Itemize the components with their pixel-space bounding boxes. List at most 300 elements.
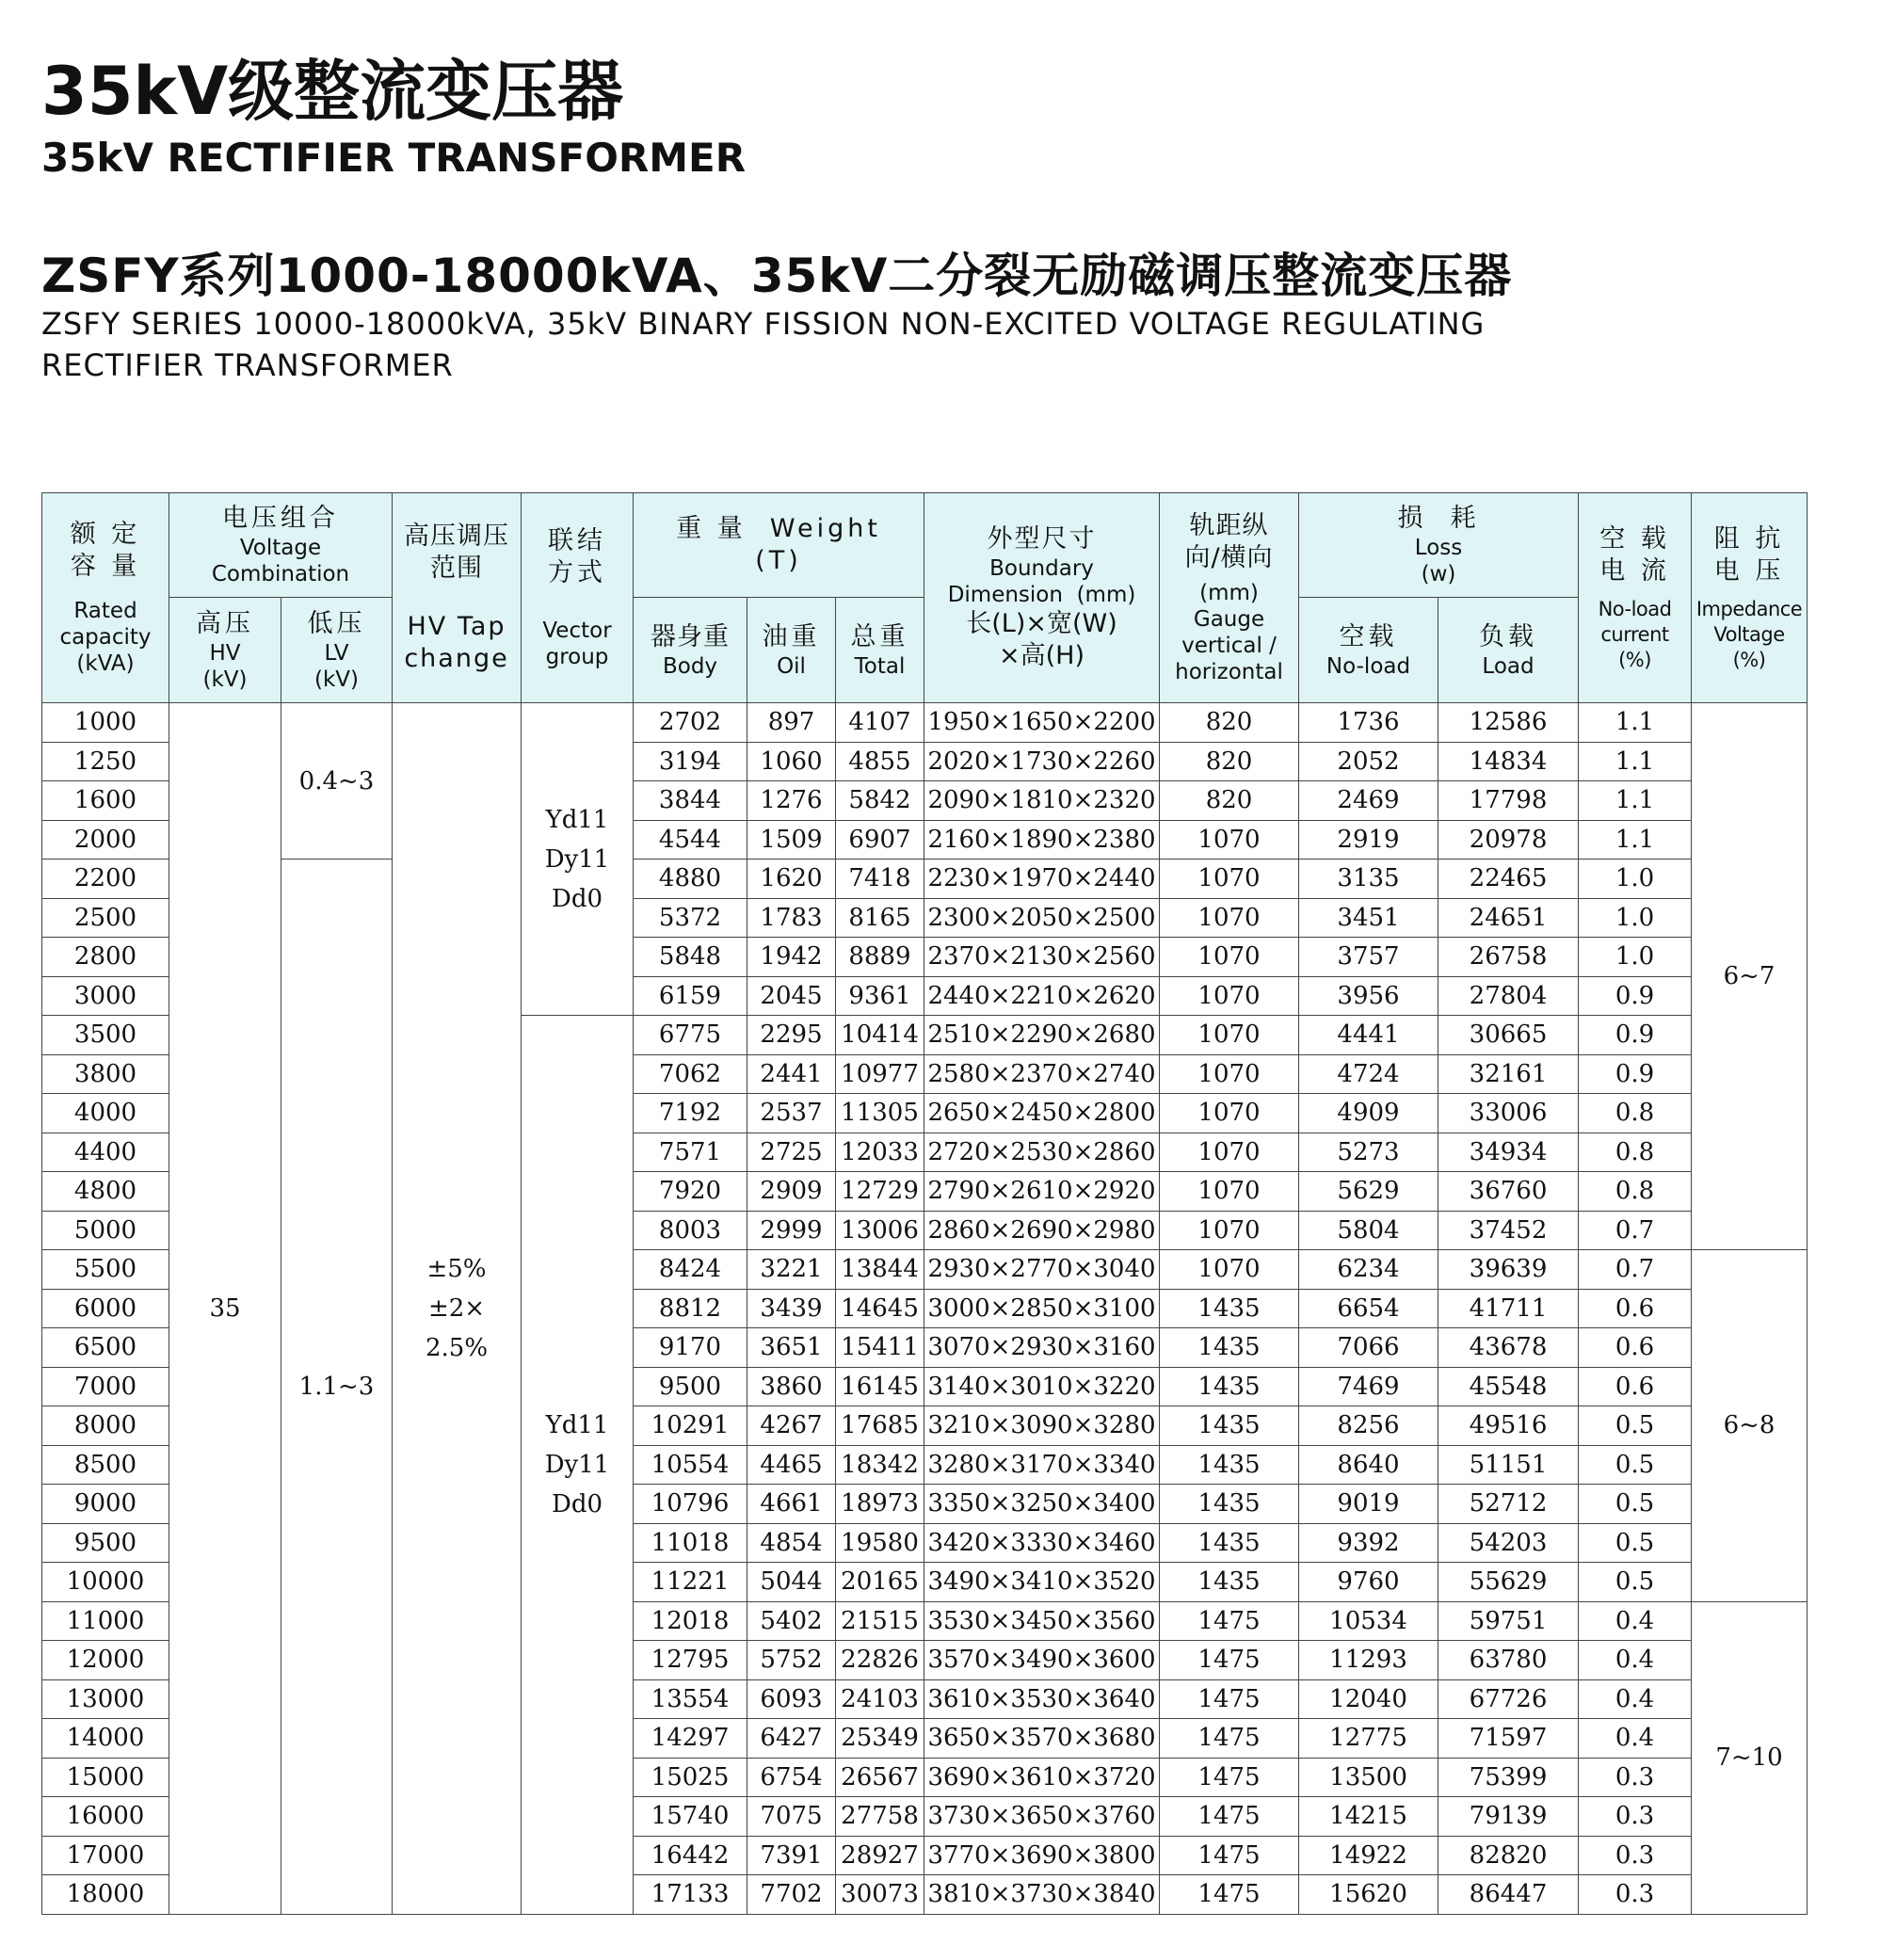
noload-current-cell: 0.9	[1579, 1054, 1692, 1094]
body-weight-cell: 6775	[634, 1016, 747, 1055]
capacity-cell: 2800	[42, 938, 169, 977]
header-current-cn: 空 载 电 流	[1599, 523, 1670, 586]
total-weight-cell: 24103	[836, 1679, 924, 1719]
header-body-cn: 器身重	[651, 621, 731, 651]
header-gauge-cn: 轨距纵 向/横向	[1184, 511, 1274, 572]
body-weight-cell: 9500	[634, 1367, 747, 1406]
dimension-cell: 3070×2930×3160	[924, 1328, 1160, 1368]
capacity-cell: 14000	[42, 1719, 169, 1759]
total-weight-cell: 11305	[836, 1094, 924, 1133]
body-weight-cell: 12018	[634, 1601, 747, 1641]
load-loss-cell: 67726	[1438, 1679, 1579, 1719]
dimension-cell: 3610×3530×3640	[924, 1679, 1160, 1719]
body-weight-cell: 13554	[634, 1679, 747, 1719]
body-weight-cell: 12795	[634, 1641, 747, 1680]
dimension-cell: 3000×2850×3100	[924, 1289, 1160, 1328]
noload-loss-cell: 3135	[1299, 860, 1438, 899]
gauge-cell: 1475	[1160, 1836, 1299, 1875]
page-title-english: 35kV RECTIFIER TRANSFORMER	[41, 135, 747, 181]
oil-weight-cell: 3221	[747, 1250, 836, 1290]
load-loss-cell: 33006	[1438, 1094, 1579, 1133]
noload-loss-cell: 4441	[1299, 1016, 1438, 1055]
load-loss-cell: 37452	[1438, 1211, 1579, 1250]
noload-current-cell: 0.5	[1579, 1563, 1692, 1602]
oil-weight-cell: 1620	[747, 860, 836, 899]
capacity-cell: 18000	[42, 1875, 169, 1915]
gauge-cell: 1070	[1160, 1094, 1299, 1133]
capacity-cell: 13000	[42, 1679, 169, 1719]
header-load-cn: 负载	[1479, 621, 1538, 651]
total-weight-cell: 15411	[836, 1328, 924, 1368]
body-weight-cell: 15025	[634, 1758, 747, 1797]
load-loss-cell: 30665	[1438, 1016, 1579, 1055]
capacity-cell: 8500	[42, 1445, 169, 1485]
capacity-cell: 10000	[42, 1563, 169, 1602]
capacity-cell: 6000	[42, 1289, 169, 1328]
load-loss-cell: 59751	[1438, 1601, 1579, 1641]
table-row	[42, 860, 1808, 899]
body-weight-cell: 3844	[634, 781, 747, 821]
header-noload-cn: 空载	[1339, 621, 1398, 651]
gauge-cell: 1070	[1160, 1054, 1299, 1094]
body-weight-cell: 7571	[634, 1133, 747, 1172]
header-voltage-en: Voltage Combination	[211, 536, 350, 586]
noload-current-cell: 0.5	[1579, 1406, 1692, 1446]
noload-current-cell: 0.5	[1579, 1523, 1692, 1563]
noload-loss-cell: 8640	[1299, 1445, 1438, 1485]
load-loss-cell: 24651	[1438, 898, 1579, 938]
total-weight-cell: 6907	[836, 820, 924, 860]
noload-loss-cell: 1736	[1299, 703, 1438, 743]
noload-loss-cell: 2919	[1299, 820, 1438, 860]
gauge-cell: 1475	[1160, 1758, 1299, 1797]
load-loss-cell: 20978	[1438, 820, 1579, 860]
load-loss-cell: 54203	[1438, 1523, 1579, 1563]
impedance-cell-a: 6~7	[1692, 703, 1808, 1250]
noload-current-cell: 0.6	[1579, 1367, 1692, 1406]
total-weight-cell: 18342	[836, 1445, 924, 1485]
noload-current-cell: 1.0	[1579, 860, 1692, 899]
body-weight-cell: 11221	[634, 1563, 747, 1602]
total-weight-cell: 30073	[836, 1875, 924, 1915]
total-weight-cell: 17685	[836, 1406, 924, 1446]
capacity-cell: 2000	[42, 820, 169, 860]
header-oil	[747, 598, 836, 703]
gauge-cell: 1435	[1160, 1485, 1299, 1524]
body-weight-cell: 16442	[634, 1836, 747, 1875]
capacity-cell: 9000	[42, 1485, 169, 1524]
vector-group-cell-a	[522, 703, 634, 1016]
noload-loss-cell: 4724	[1299, 1054, 1438, 1094]
dimension-cell: 2790×2610×2920	[924, 1172, 1160, 1212]
oil-weight-cell: 1783	[747, 898, 836, 938]
dimension-cell: 2370×2130×2560	[924, 938, 1160, 977]
header-body	[634, 598, 747, 703]
capacity-cell: 1000	[42, 703, 169, 743]
gauge-cell: 1070	[1160, 1016, 1299, 1055]
body-weight-cell: 17133	[634, 1875, 747, 1915]
lv-voltage-cell-b: 1.1~3	[281, 860, 393, 1915]
total-weight-cell: 19580	[836, 1523, 924, 1563]
header-noload	[1299, 598, 1438, 703]
load-loss-cell: 27804	[1438, 976, 1579, 1016]
body-weight-cell: 9170	[634, 1328, 747, 1368]
capacity-cell: 12000	[42, 1641, 169, 1680]
body-weight-cell: 4544	[634, 820, 747, 860]
series-title: ZSFY系列1000-18000kVA、35kV二分裂无励磁调压整流变压器	[41, 249, 1513, 303]
body-weight-cell: 14297	[634, 1719, 747, 1759]
gauge-cell: 1070	[1160, 1250, 1299, 1290]
noload-loss-cell: 14215	[1299, 1797, 1438, 1837]
body-weight-cell: 2702	[634, 703, 747, 743]
gauge-cell: 1435	[1160, 1289, 1299, 1328]
header-vector-cn: 联结 方式	[548, 526, 607, 587]
capacity-cell: 5000	[42, 1211, 169, 1250]
load-loss-cell: 34934	[1438, 1133, 1579, 1172]
oil-weight-cell: 897	[747, 703, 836, 743]
load-loss-cell: 12586	[1438, 703, 1579, 743]
total-weight-cell: 12729	[836, 1172, 924, 1212]
header-tap-cn: 高压调压 范围	[404, 522, 510, 583]
gauge-cell: 1070	[1160, 1172, 1299, 1212]
oil-weight-cell: 1276	[747, 781, 836, 821]
noload-loss-cell: 9760	[1299, 1563, 1438, 1602]
oil-weight-cell: 7702	[747, 1875, 836, 1915]
capacity-cell: 4400	[42, 1133, 169, 1172]
body-weight-cell: 10554	[634, 1445, 747, 1485]
load-loss-cell: 86447	[1438, 1875, 1579, 1915]
dimension-cell: 2300×2050×2500	[924, 898, 1160, 938]
capacity-cell: 4800	[42, 1172, 169, 1212]
total-weight-cell: 7418	[836, 860, 924, 899]
oil-weight-cell: 1942	[747, 938, 836, 977]
load-loss-cell: 41711	[1438, 1289, 1579, 1328]
load-loss-cell: 49516	[1438, 1406, 1579, 1446]
noload-current-cell: 0.8	[1579, 1094, 1692, 1133]
dimension-cell: 3810×3730×3840	[924, 1875, 1160, 1915]
total-weight-cell: 5842	[836, 781, 924, 821]
header-hv-en: HV (kV)	[202, 640, 248, 692]
capacity-cell: 6500	[42, 1328, 169, 1368]
noload-loss-cell: 7066	[1299, 1328, 1438, 1368]
capacity-cell: 2500	[42, 898, 169, 938]
oil-weight-cell: 5044	[747, 1563, 836, 1602]
body-weight-cell: 4880	[634, 860, 747, 899]
capacity-cell: 8000	[42, 1406, 169, 1446]
noload-current-cell: 0.4	[1579, 1601, 1692, 1641]
series-title-english	[41, 303, 1485, 386]
noload-loss-cell: 10534	[1299, 1601, 1438, 1641]
total-weight-cell: 28927	[836, 1836, 924, 1875]
noload-current-cell: 0.4	[1579, 1719, 1692, 1759]
header-tap-en: HV Tap change	[404, 612, 509, 673]
header-lv	[281, 598, 393, 703]
tap-range-cell	[393, 703, 522, 1915]
body-weight-cell: 6159	[634, 976, 747, 1016]
noload-current-cell: 0.7	[1579, 1211, 1692, 1250]
oil-weight-cell: 6754	[747, 1758, 836, 1797]
header-oil-en: Oil	[777, 653, 806, 679]
body-weight-cell: 3194	[634, 742, 747, 781]
load-loss-cell: 32161	[1438, 1054, 1579, 1094]
gauge-cell: 1070	[1160, 1133, 1299, 1172]
gauge-cell: 1070	[1160, 860, 1299, 899]
total-weight-cell: 26567	[836, 1758, 924, 1797]
spec-table	[41, 492, 1808, 1915]
oil-weight-cell: 2295	[747, 1016, 836, 1055]
oil-weight-cell: 2909	[747, 1172, 836, 1212]
capacity-cell: 11000	[42, 1601, 169, 1641]
total-weight-cell: 22826	[836, 1641, 924, 1680]
header-weight-unit: (T)	[755, 546, 802, 575]
oil-weight-cell: 5402	[747, 1601, 836, 1641]
dimension-cell: 2230×1970×2440	[924, 860, 1160, 899]
capacity-cell: 16000	[42, 1797, 169, 1837]
noload-current-cell: 1.0	[1579, 938, 1692, 977]
capacity-cell: 3500	[42, 1016, 169, 1055]
header-lv-en: LV (kV)	[314, 640, 359, 692]
noload-loss-cell: 2052	[1299, 742, 1438, 781]
capacity-cell: 5500	[42, 1250, 169, 1290]
header-total-cn: 总重	[850, 621, 909, 651]
header-weight	[634, 493, 924, 598]
load-loss-cell: 52712	[1438, 1485, 1579, 1524]
header-oil-cn: 油重	[762, 621, 821, 651]
load-loss-cell: 22465	[1438, 860, 1579, 899]
noload-loss-cell: 3451	[1299, 898, 1438, 938]
oil-weight-cell: 2537	[747, 1094, 836, 1133]
dimension-cell: 3280×3170×3340	[924, 1445, 1160, 1485]
dimension-cell: 3650×3570×3680	[924, 1719, 1160, 1759]
total-weight-cell: 20165	[836, 1563, 924, 1602]
header-loss	[1299, 493, 1579, 598]
load-loss-cell: 82820	[1438, 1836, 1579, 1875]
gauge-cell: 1070	[1160, 820, 1299, 860]
table-body	[42, 703, 1808, 1915]
noload-loss-cell: 2469	[1299, 781, 1438, 821]
header-weight-cn: 重 量 Weight	[676, 514, 881, 543]
dimension-cell: 2650×2450×2800	[924, 1094, 1160, 1133]
hv-voltage-cell: 35	[169, 703, 281, 1915]
gauge-cell: 1070	[1160, 976, 1299, 1016]
noload-current-cell: 0.5	[1579, 1445, 1692, 1485]
header-dimension-cn: 外型尺寸	[987, 524, 1097, 554]
dimension-cell: 2860×2690×2980	[924, 1211, 1160, 1250]
header-capacity-en: Rated capacity (kVA)	[59, 599, 152, 676]
noload-loss-cell: 7469	[1299, 1367, 1438, 1406]
noload-current-cell: 0.9	[1579, 1016, 1692, 1055]
header-body-en: Body	[662, 653, 718, 679]
header-gauge-en: (mm) Gauge vertical / horizontal	[1175, 581, 1283, 684]
header-lv-cn: 低压	[307, 608, 366, 638]
body-weight-cell: 10796	[634, 1485, 747, 1524]
dimension-cell: 3490×3410×3520	[924, 1563, 1160, 1602]
dimension-cell: 2510×2290×2680	[924, 1016, 1160, 1055]
noload-current-cell: 0.8	[1579, 1133, 1692, 1172]
total-weight-cell: 4107	[836, 703, 924, 743]
load-loss-cell: 71597	[1438, 1719, 1579, 1759]
noload-current-cell: 1.0	[1579, 898, 1692, 938]
header-tap	[393, 493, 522, 703]
gauge-cell: 1475	[1160, 1641, 1299, 1680]
dimension-cell: 3570×3490×3600	[924, 1641, 1160, 1680]
total-weight-cell: 12033	[836, 1133, 924, 1172]
capacity-cell: 3800	[42, 1054, 169, 1094]
vector-group-cell-a-text: Yd11 Dy11 Dd0	[544, 805, 610, 913]
noload-current-cell: 0.8	[1579, 1172, 1692, 1212]
dimension-cell: 3140×3010×3220	[924, 1367, 1160, 1406]
load-loss-cell: 17798	[1438, 781, 1579, 821]
gauge-cell: 1475	[1160, 1601, 1299, 1641]
noload-current-cell: 1.1	[1579, 742, 1692, 781]
gauge-cell: 1070	[1160, 1211, 1299, 1250]
noload-loss-cell: 5804	[1299, 1211, 1438, 1250]
body-weight-cell: 11018	[634, 1523, 747, 1563]
total-weight-cell: 8889	[836, 938, 924, 977]
body-weight-cell: 8424	[634, 1250, 747, 1290]
lv-voltage-cell-a: 0.4~3	[281, 703, 393, 860]
dimension-cell: 3210×3090×3280	[924, 1406, 1160, 1446]
table-header	[42, 493, 1808, 703]
noload-loss-cell: 6234	[1299, 1250, 1438, 1290]
capacity-cell: 7000	[42, 1367, 169, 1406]
noload-loss-cell: 3956	[1299, 976, 1438, 1016]
noload-current-cell: 0.4	[1579, 1641, 1692, 1680]
noload-loss-cell: 12775	[1299, 1719, 1438, 1759]
dimension-cell: 3530×3450×3560	[924, 1601, 1160, 1641]
gauge-cell: 1475	[1160, 1719, 1299, 1759]
dimension-cell: 2020×1730×2260	[924, 742, 1160, 781]
noload-loss-cell: 9019	[1299, 1485, 1438, 1524]
body-weight-cell: 7062	[634, 1054, 747, 1094]
noload-current-cell: 1.1	[1579, 781, 1692, 821]
oil-weight-cell: 3651	[747, 1328, 836, 1368]
oil-weight-cell: 4465	[747, 1445, 836, 1485]
impedance-cell-c: 7~10	[1692, 1601, 1808, 1914]
total-weight-cell: 21515	[836, 1601, 924, 1641]
noload-loss-cell: 9392	[1299, 1523, 1438, 1563]
gauge-cell: 1475	[1160, 1797, 1299, 1837]
capacity-cell: 1600	[42, 781, 169, 821]
total-weight-cell: 13844	[836, 1250, 924, 1290]
gauge-cell: 1435	[1160, 1328, 1299, 1368]
noload-loss-cell: 14922	[1299, 1836, 1438, 1875]
total-weight-cell: 10414	[836, 1016, 924, 1055]
noload-loss-cell: 8256	[1299, 1406, 1438, 1446]
table-row	[42, 703, 1808, 743]
header-gauge	[1160, 493, 1299, 703]
gauge-cell: 1070	[1160, 898, 1299, 938]
load-loss-cell: 39639	[1438, 1250, 1579, 1290]
total-weight-cell: 14645	[836, 1289, 924, 1328]
impedance-cell-b: 6~8	[1692, 1250, 1808, 1602]
oil-weight-cell: 1060	[747, 742, 836, 781]
gauge-cell: 1435	[1160, 1523, 1299, 1563]
noload-current-cell: 0.3	[1579, 1836, 1692, 1875]
noload-current-cell: 0.6	[1579, 1289, 1692, 1328]
oil-weight-cell: 4661	[747, 1485, 836, 1524]
header-impedance-cn: 阻 抗 电 压	[1713, 523, 1785, 586]
gauge-cell: 820	[1160, 742, 1299, 781]
noload-current-cell: 0.3	[1579, 1875, 1692, 1915]
oil-weight-cell: 3860	[747, 1367, 836, 1406]
oil-weight-cell: 2441	[747, 1054, 836, 1094]
body-weight-cell: 5848	[634, 938, 747, 977]
dimension-cell: 2160×1890×2380	[924, 820, 1160, 860]
noload-loss-cell: 11293	[1299, 1641, 1438, 1680]
noload-current-cell: 0.9	[1579, 976, 1692, 1016]
header-current	[1579, 493, 1692, 703]
capacity-cell: 1250	[42, 742, 169, 781]
header-voltage-cn: 电压组合	[222, 504, 339, 533]
noload-loss-cell: 3757	[1299, 938, 1438, 977]
noload-current-cell: 1.1	[1579, 703, 1692, 743]
header-total	[836, 598, 924, 703]
header-impedance	[1692, 493, 1808, 703]
capacity-cell: 4000	[42, 1094, 169, 1133]
vector-group-cell-b	[522, 1016, 634, 1915]
total-weight-cell: 4855	[836, 742, 924, 781]
header-hv	[169, 598, 281, 703]
header-dimension-en: Boundary Dimension (mm)	[947, 556, 1136, 607]
oil-weight-cell: 2725	[747, 1133, 836, 1172]
noload-loss-cell: 5629	[1299, 1172, 1438, 1212]
load-loss-cell: 63780	[1438, 1641, 1579, 1680]
header-loss-cn: 损 耗	[1397, 504, 1480, 533]
noload-loss-cell: 5273	[1299, 1133, 1438, 1172]
gauge-cell: 820	[1160, 781, 1299, 821]
body-weight-cell: 8003	[634, 1211, 747, 1250]
header-dimension-formula: 长(L)×宽(W) ×高(H)	[966, 609, 1117, 670]
noload-current-cell: 0.3	[1579, 1758, 1692, 1797]
total-weight-cell: 16145	[836, 1367, 924, 1406]
oil-weight-cell: 7075	[747, 1797, 836, 1837]
noload-current-cell: 0.6	[1579, 1328, 1692, 1368]
dimension-cell: 3730×3650×3760	[924, 1797, 1160, 1837]
load-loss-cell: 55629	[1438, 1563, 1579, 1602]
dimension-cell: 2090×1810×2320	[924, 781, 1160, 821]
header-current-en: No-load current (%)	[1598, 597, 1672, 671]
page-title: 35kV级整流变压器	[41, 53, 624, 130]
oil-weight-cell: 2045	[747, 976, 836, 1016]
load-loss-cell: 79139	[1438, 1797, 1579, 1837]
total-weight-cell: 9361	[836, 976, 924, 1016]
noload-current-cell: 0.4	[1579, 1679, 1692, 1719]
oil-weight-cell: 3439	[747, 1289, 836, 1328]
gauge-cell: 1435	[1160, 1367, 1299, 1406]
load-loss-cell: 36760	[1438, 1172, 1579, 1212]
header-noload-en: No-load	[1326, 653, 1411, 679]
header-load-en: Load	[1482, 653, 1535, 679]
dimension-cell: 1950×1650×2200	[924, 703, 1160, 743]
body-weight-cell: 10291	[634, 1406, 747, 1446]
dimension-cell: 2440×2210×2620	[924, 976, 1160, 1016]
dimension-cell: 3420×3330×3460	[924, 1523, 1160, 1563]
total-weight-cell: 27758	[836, 1797, 924, 1837]
total-weight-cell: 8165	[836, 898, 924, 938]
vector-group-cell-b-text: Yd11 Dy11 Dd0	[544, 1410, 610, 1518]
header-capacity	[42, 493, 169, 703]
load-loss-cell: 45548	[1438, 1367, 1579, 1406]
oil-weight-cell: 5752	[747, 1641, 836, 1680]
noload-loss-cell: 4909	[1299, 1094, 1438, 1133]
noload-loss-cell: 15620	[1299, 1875, 1438, 1915]
noload-current-cell: 1.1	[1579, 820, 1692, 860]
dimension-cell: 2580×2370×2740	[924, 1054, 1160, 1094]
dimension-cell: 3350×3250×3400	[924, 1485, 1160, 1524]
body-weight-cell: 7192	[634, 1094, 747, 1133]
dimension-cell: 2930×2770×3040	[924, 1250, 1160, 1290]
